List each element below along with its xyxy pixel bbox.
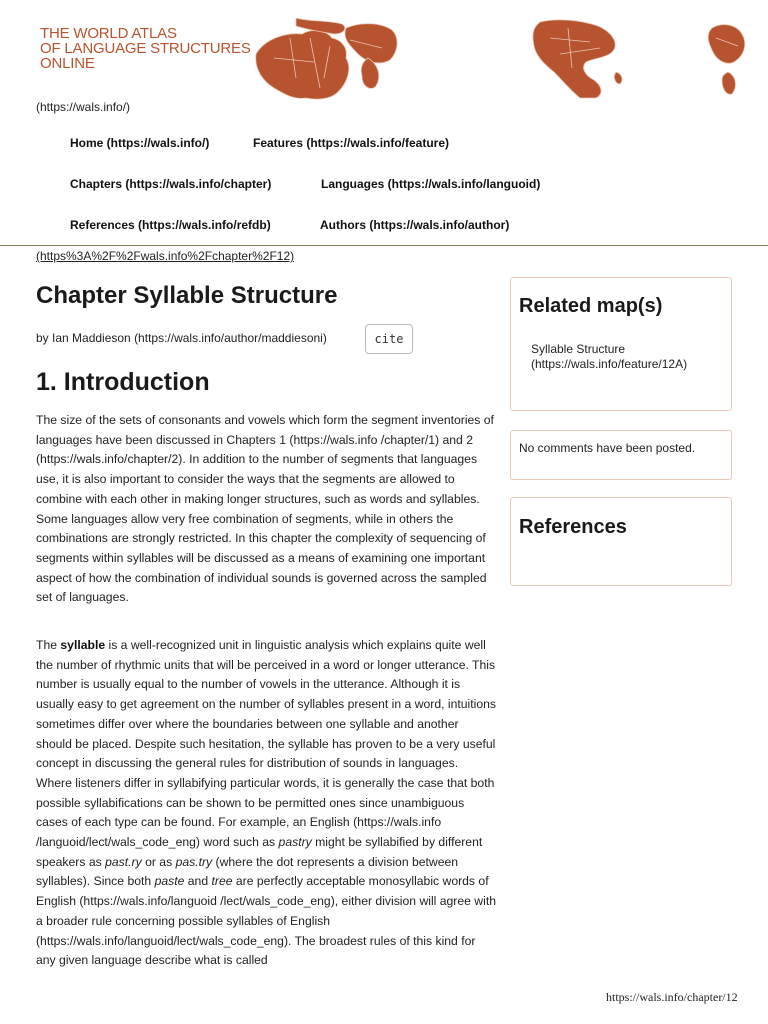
logo-line-1: THE WORLD ATLAS — [40, 25, 177, 42]
comments-panel — [510, 430, 732, 480]
references-title: References — [519, 516, 627, 538]
intro-paragraph-1: The size of the sets of consonants and vowels which form the segment inventories of languages have been discussed in Chapters 1 (https://wals.info /chapter/1) and 2 (https://wals.info/chapter/2). In addition to the number of segments that languages use, it is also important to consider the ways that the segments are allowed to combine with each other in making longer structures, such as words and syllables. Some languages allow very free combination of segments, while in others the combinations are strongly restricted. In this chapter the complexity of sequencing of segments within syllables will be discussed as a means of examining one important aspect of how the combination of individual sounds is governed across the sampled set of languages. — [36, 413, 494, 605]
header-divider — [0, 245, 768, 246]
share-url-link[interactable]: (https%3A%2F%2Fwals.info%2Fchapter%2F12) — [36, 249, 295, 263]
nav-chapters[interactable]: Chapters (https://wals.info/chapter) — [70, 177, 272, 191]
logo-line-2: OF LANGUAGE STRUCTURES — [40, 40, 251, 57]
site-banner — [0, 0, 768, 100]
references-panel — [510, 497, 732, 586]
intro-paragraph-2: The syllable is a well-recognized unit in linguistic analysis which explains quite well the number of rhythmic units that will be perceived in a word or longer utterance. This number is usually equal to the number of vowels in the utterance. Although it is usually easy to get agreement on the number of syllables present in a word, intuitions sometimes differ over where the boundaries between one syllable and another should be placed. Despite such hesitation, the syllable has proven to be a very useful concept in discussing the general rules for distribution of sounds in languages. Where listeners differ in syllabifying particular words, it is generally the case that both possible syllabifications can be shown to be permitted ones since unambiguous cases of each type can be found. For example, an English (https://wals.info /languoid/lect/wals_code_eng) word such as pastry might be syllabified by different speakers as past.ry or as pas.try (where the dot represents a division between syllables). Since both paste and tree are perfectly acceptable monosyllabic words of English (https://wals.info/languoid /lect/wals_code_eng), either division will agree with a broader rule concerning possible syllables of English (https://wals.info/languoid/lect/wals_code_eng). The broadest rules of this kind for any given language describe what is called — [36, 638, 497, 968]
logo-line-3: ONLINE — [40, 55, 95, 72]
nav-references[interactable]: References (https://wals.info/refdb) — [70, 218, 271, 232]
page-title: Chapter Syllable Structure — [36, 282, 338, 309]
nav-authors[interactable]: Authors (https://wals.info/author) — [320, 218, 510, 232]
home-url-link[interactable]: (https://wals.info/) — [36, 100, 131, 114]
author-byline[interactable]: by Ian Maddieson (https://wals.info/author/maddiesoni) — [36, 331, 327, 345]
section-heading: 1. Introduction — [36, 368, 210, 396]
related-maps-title: Related map(s) — [519, 295, 663, 317]
nav-home[interactable]: Home (https://wals.info/) — [70, 136, 210, 150]
footer-page-url: https://wals.info/chapter/12 — [606, 990, 738, 1004]
comments-text: No comments have been posted. — [519, 441, 696, 455]
cite-button[interactable]: cite — [365, 324, 413, 354]
related-maps-panel — [510, 277, 732, 411]
nav-features[interactable]: Features (https://wals.info/feature) — [253, 136, 450, 150]
nav-languages[interactable]: Languages (https://wals.info/languoid) — [321, 177, 541, 191]
world-map-illustration — [250, 18, 768, 100]
term-syllable: syllable — [60, 638, 106, 652]
related-map-link[interactable]: Syllable Structure (https://wals.info/feature/12A) — [531, 342, 688, 371]
site-logo[interactable] — [40, 26, 251, 71]
